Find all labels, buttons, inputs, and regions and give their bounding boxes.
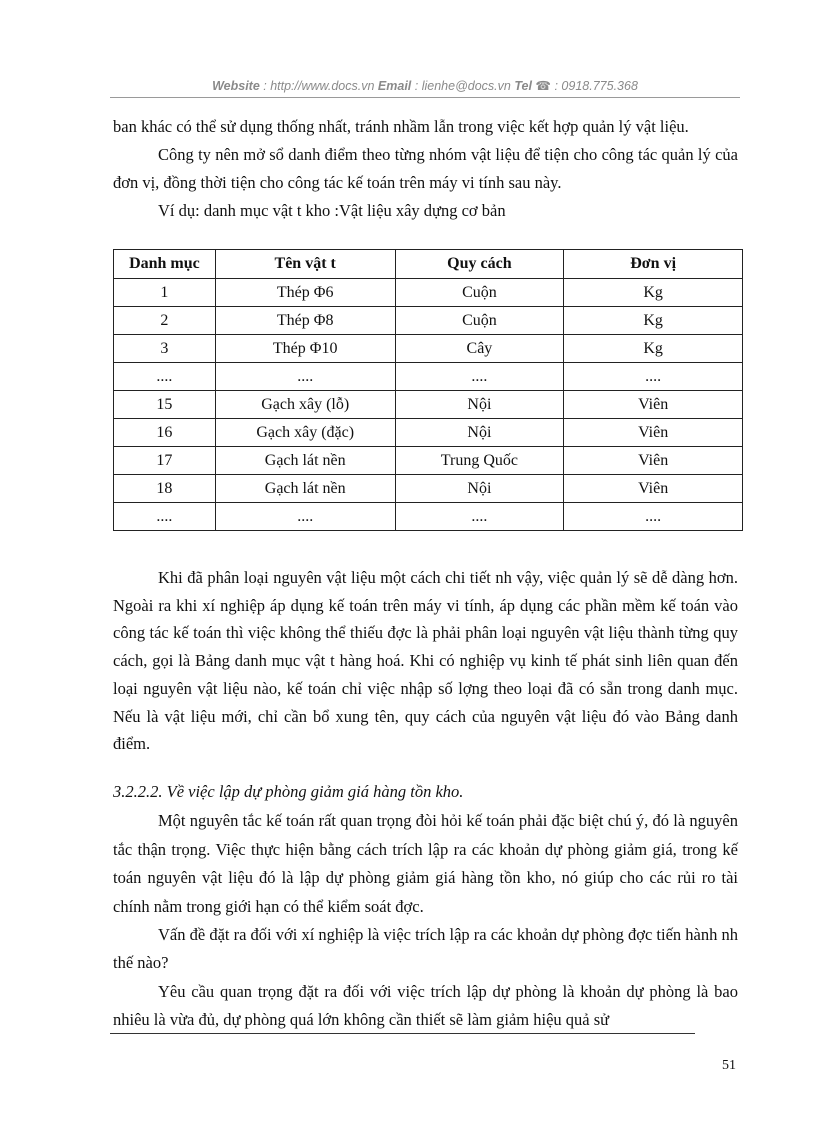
table-cell: Viên [564,475,743,503]
table-cell: Gạch lát nền [215,475,395,503]
table-row [114,419,743,447]
table-cell: Viên [564,419,743,447]
table-cell: 17 [114,447,216,475]
paragraph: ban khác có thể sử dụng thống nhất, tránh nhầm lẫn trong việc kết hợp quản lý vật liệu. [113,117,689,136]
table-cell: 16 [114,419,216,447]
table-cell: .... [114,363,216,391]
table-caption: Ví dụ: danh mục vật t kho :Vật liệu xây dựng cơ bản [158,201,506,220]
table-cell: 1 [114,279,216,307]
table-cell: .... [564,363,743,391]
table-row [114,447,743,475]
table-row [114,335,743,363]
header-divider [110,97,740,98]
table-cell: 3 [114,335,216,363]
table-cell: .... [395,503,564,531]
section-heading: 3.2.2.2. Về việc lập dự phòng giảm giá hàng tồn kho. [113,782,464,801]
table-cell: .... [564,503,743,531]
tel-label: Tel [514,79,532,93]
table-cell: Cây [395,335,564,363]
table-cell: Nội [395,391,564,419]
column-header: Đơn vị [564,250,743,279]
table-cell: Viên [564,391,743,419]
table-cell: 15 [114,391,216,419]
table-cell: Viên [564,447,743,475]
paragraph: Yêu cầu quan trọng đặt ra đối với việc trích lập dự phòng là khoản dự phòng là bao nhiêu là vừa đủ, dự phòng quá lớn không cần thiết sẽ làm giảm hiệu quả sử [113,981,738,1030]
table-cell: .... [395,363,564,391]
table-cell: Gạch xây (đặc) [215,419,395,447]
paragraph: Khi đã phân loại nguyên vật liệu một cách chi tiết nh vậy, việc quản lý sẽ dễ dàng hơn. Ngoài ra khi xí nghiệp áp dụng kế toán trên máy vi tính, áp dụng các phần mềm kế toán vào công tác kế toán thì việc không thể thiếu đợc là phải phân loại nguyên vật liệu thành từng quy cách, gọi là Bảng danh mục vật t hàng hoá. Khi có nghiệp vụ kinh tế phát sinh liên quan đến loại nguyên vật liệu nào, kế toán chỉ việc nhập số lợng theo loại đã có sẵn trong danh mục. Nếu là vật liệu mới, chỉ cần bổ xung tên, quy cách của nguyên vật liệu đó vào Bảng danh điểm. [113,568,738,754]
table-row [114,363,743,391]
table-cell: Cuộn [395,307,564,335]
table-cell: .... [215,503,395,531]
table-cell: Kg [564,279,743,307]
classification-text [113,564,738,758]
page-number: 51 [722,1058,736,1073]
tel-value: : 0918.775.368 [554,79,638,93]
table-row [114,503,743,531]
table-cell: Thép Φ10 [215,335,395,363]
email-label: Email [377,79,412,93]
table-cell: Kg [564,335,743,363]
page-header [110,78,740,94]
table-cell: Trung Quốc [395,447,564,475]
table-cell: 18 [114,475,216,503]
website-label: Website [212,79,260,93]
table-cell: Kg [564,307,743,335]
table-cell: Cuộn [395,279,564,307]
table-cell: Nội [395,419,564,447]
table-cell: .... [215,363,395,391]
provision-section [113,778,738,1035]
material-catalog-table [113,249,743,531]
paragraph: Công ty nên mở sổ danh điểm theo từng nhóm vật liệu để tiện cho công tác quản lý của đơn vị, đồng thời tiện cho công tác kế toán trên máy vi tính sau này. [113,145,738,192]
table-row [114,391,743,419]
table-header-row [114,250,743,279]
table-cell: .... [114,503,216,531]
table-row [114,475,743,503]
website-value[interactable]: : http://www.docs.vn [263,79,375,93]
column-header: Danh mục [114,250,216,279]
paragraph: Vấn đề đặt ra đối với xí nghiệp là việc trích lập ra các khoản dự phòng đợc tiến hành nh thế nào? [113,925,738,973]
table-row [114,307,743,335]
email-value[interactable]: : lienhe@docs.vn [414,79,511,93]
material-table-wrapper [113,249,743,531]
column-header: Tên vật t [215,250,395,279]
paragraph: Một nguyên tắc kế toán rất quan trọng đòi hỏi kế toán phải đặc biệt chú ý, đó là nguyên tắc thận trọng. Việc thực hiện bằng cách trích lập ra các khoản dự phòng giảm giá, trong kế toán nguyên vật liệu đó là lập dự phòng giảm giá hàng tồn kho, nó giúp cho các rủi ro tài chính nằm trong giới hạn có thể kiểm soát đợc. [113,811,738,916]
intro-text [113,113,738,225]
table-cell: Thép Φ8 [215,307,395,335]
table-cell: Nội [395,475,564,503]
table-row [114,279,743,307]
table-cell: 2 [114,307,216,335]
column-header: Quy cách [395,250,564,279]
table-cell: Gạch lát nền [215,447,395,475]
phone-icon: ☎ [535,79,551,93]
footer-divider [110,1033,695,1034]
table-cell: Gạch xây (lỗ) [215,391,395,419]
table-cell: Thép Φ6 [215,279,395,307]
